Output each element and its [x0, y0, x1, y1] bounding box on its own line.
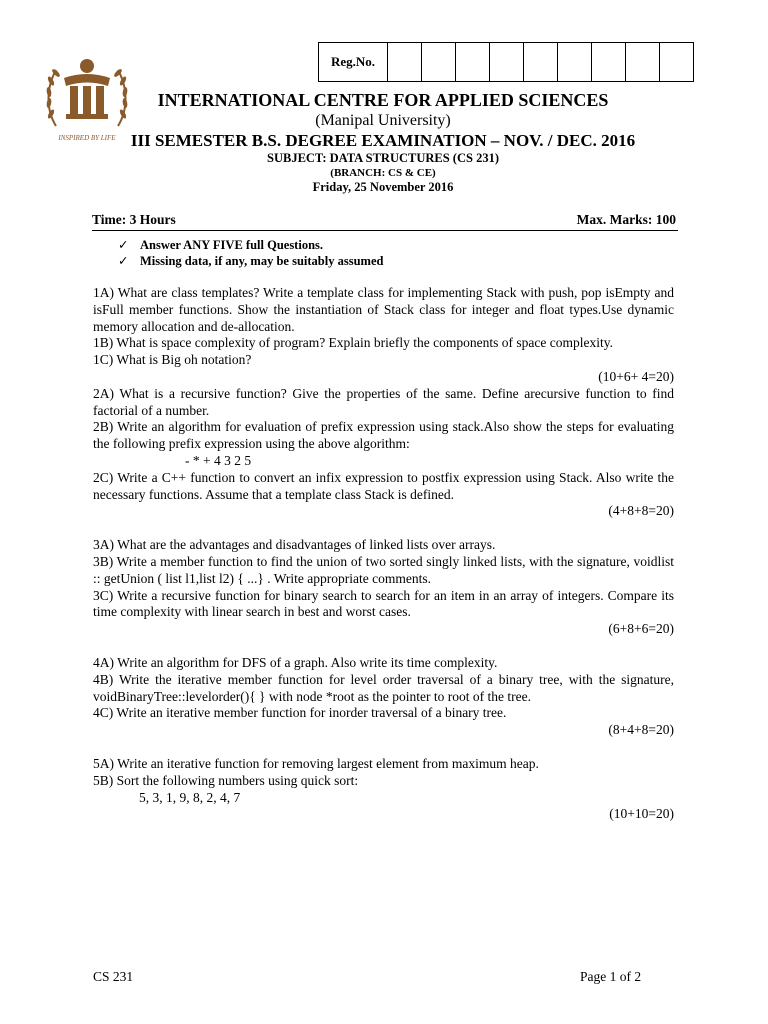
max-marks-label: Max. Marks: 100: [576, 212, 676, 227]
prefix-expression: - * + 4 3 2 5: [185, 452, 252, 468]
reg-no-cell: [626, 43, 660, 81]
reg-no-cell: [490, 43, 524, 81]
university-name: (Manipal University): [315, 112, 451, 129]
footer-course-code: CS 231: [93, 969, 134, 984]
reg-no-cell: [422, 43, 456, 81]
reg-no-cell: [558, 43, 592, 81]
exam-date: Friday, 25 November 2016: [312, 180, 454, 194]
reg-no-label: Reg.No.: [319, 43, 388, 81]
question-1-marks: (10+6+ 4=20): [598, 368, 674, 384]
reg-no-cell: [388, 43, 422, 81]
question-3b: 3B) Write a member function to find the union of two sorted singly linked lists, with the signature, voidlist :: getUnion ( list l1,list l2) { ...} . Write appropriate comments.: [93, 553, 674, 586]
logo-motto: INSPIRED BY LIFE: [58, 134, 116, 142]
checkmark-icon: ✓: [118, 238, 129, 252]
footer-page-number: Page 1 of 2: [580, 969, 642, 984]
question-4a: 4A) Write an algorithm for DFS of a graph. Also write its time complexity.: [93, 654, 498, 670]
question-4-marks: (8+4+8=20): [608, 722, 674, 738]
question-2-marks: (4+8+8=20): [608, 503, 674, 519]
question-4c: 4C) Write an iterative member function for inorder traversal of a binary tree.: [93, 705, 507, 721]
question-5a: 5A) Write an iterative function for removing largest element from maximum heap.: [93, 755, 539, 771]
question-2b: 2B) Write an algorithm for evaluation of prefix expression using stack.Also show the steps for evaluating the following prefix expression using the above algorithm:: [93, 419, 674, 452]
question-1c: 1C) What is Big oh notation?: [93, 352, 252, 368]
subject-line: SUBJECT: DATA STRUCTURES (CS 231): [267, 151, 499, 165]
instruction-item: ✓ Missing data, if any, may be suitably assumed: [118, 254, 384, 268]
question-3c: 3C) Write a recursive function for binary search to search for an item in an array of integers. Compare its time complexity with linear search in best and worst cases.: [93, 587, 674, 620]
question-5-marks: (10+10=20): [609, 806, 674, 822]
instruction-item: ✓ Answer ANY FIVE full Questions.: [118, 238, 324, 252]
time-label: Time: 3 Hours: [92, 212, 176, 227]
sort-numbers: 5, 3, 1, 9, 8, 2, 4, 7: [139, 789, 241, 805]
exam-title: III SEMESTER B.S. DEGREE EXAMINATION – NOV. / DEC. 2016: [130, 131, 636, 150]
checkmark-icon: ✓: [118, 254, 129, 268]
question-2c: 2C) Write a C++ function to convert an infix expression to postfix expression using Stack. Also write the necessary functions. Assume that a template class Stack is defined.: [93, 469, 674, 502]
time-marks-row: [92, 212, 676, 228]
question-4b: 4B) Write the iterative member function for level order traversal of a binary tree, with the signature, voidBinaryTree::levelorder(){ } with node *root as the pointer to root of the tree.: [93, 671, 674, 704]
questions-block: [93, 285, 674, 823]
reg-no-cell: [524, 43, 558, 81]
institute-name: INTERNATIONAL CENTRE FOR APPLIED SCIENCES: [157, 90, 609, 110]
reg-no-cell: [456, 43, 490, 81]
question-5b: 5B) Sort the following numbers using quick sort:: [93, 772, 359, 788]
question-1a: 1A) What are class templates? Write a template class for implementing Stack with push, pop isEmpty and isFull member functions. Show the instantiation of Stack class for integer and float types.Use dynamic memory allocation and de-allocation.: [93, 285, 674, 334]
reg-no-cell: [660, 43, 693, 81]
question-3-marks: (6+8+6=20): [608, 621, 674, 637]
header-divider: [92, 230, 678, 231]
reg-no-cell: [592, 43, 626, 81]
branch-line: (BRANCH: CS & CE): [330, 167, 436, 179]
question-2a: 2A) What is a recursive function? Give the properties of the same. Define arecursive function to find factorial of a number.: [93, 385, 674, 418]
reg-no-box: [318, 42, 694, 82]
question-3a: 3A) What are the advantages and disadvantages of linked lists over arrays.: [93, 537, 496, 553]
question-1b: 1B) What is space complexity of program? Explain briefly the components of space complexity.: [93, 335, 613, 351]
